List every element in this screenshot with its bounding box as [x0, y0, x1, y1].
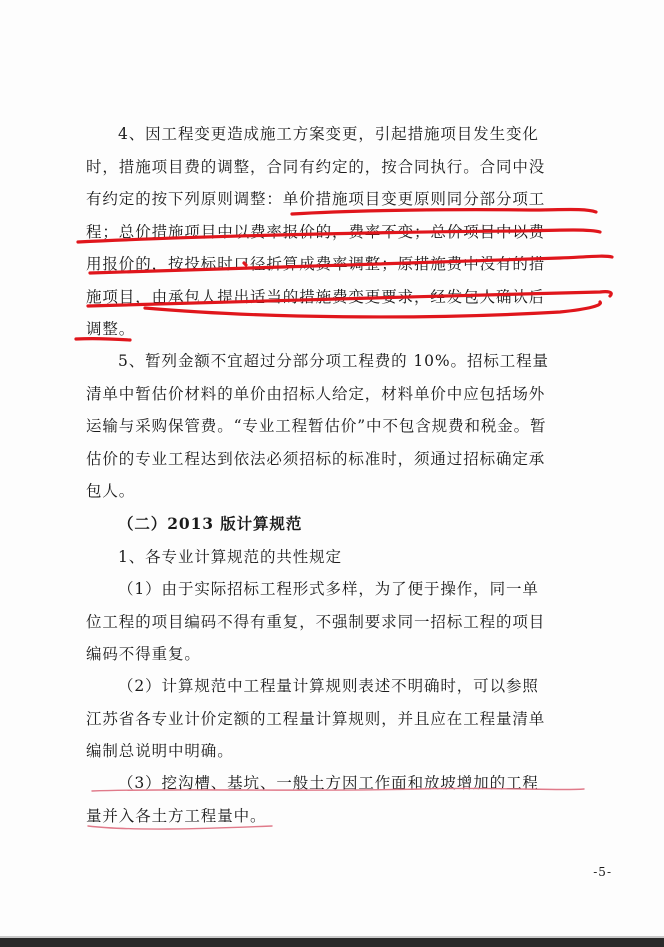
text-line: 包人。 — [86, 482, 136, 500]
item-2 — [86, 670, 592, 768]
text-line: 江苏省各专业计价定额的工程量计算规则，并且应在工程量清单 — [86, 709, 546, 728]
text-line: 有约定的按下列原则调整：单价措施项目变更原则同分部分项工 — [86, 190, 546, 208]
text-line: 时，措施项目费的调整，合同有约定的，按合同执行。合同中没 — [86, 157, 546, 176]
text-line: 编制总说明中明确。 — [86, 742, 234, 760]
item-1 — [86, 573, 592, 671]
scan-edge-dark — [0, 938, 664, 947]
section-2013 — [86, 508, 592, 573]
text-line: （3）挖沟槽、基坑、一般土方因工作面和放坡增加的工程 — [118, 774, 539, 792]
section-heading: （二）2013 版计算规范 — [118, 514, 303, 533]
text-line: 估价的专业工程达到依法必须招标的标准时，须通过招标确定承 — [86, 449, 546, 468]
text-line: 位工程的项目编码不得有重复，不强制要求同一招标工程的项目 — [86, 612, 546, 631]
page-number: -5- — [593, 865, 612, 879]
text-line: 调整。 — [86, 320, 136, 338]
text-line: 施项目，由承包人提出适当的措施费变更要求，经发包人确认后 — [86, 287, 546, 306]
text-line: 4、因工程变更造成施工方案变更，引起措施项目发生变化 — [118, 125, 539, 143]
text-line: 编码不得重复。 — [86, 645, 201, 663]
text-line: 量并入各土方工程量中。 — [86, 806, 267, 825]
subheading: 1、各专业计算规范的共性规定 — [118, 547, 342, 566]
text-line: 程；总价措施项目中以费率报价的，费率不变；总价项目中以费 — [86, 222, 546, 241]
item-3 — [86, 767, 592, 832]
text-line: 用报价的，按投标时口径折算成费率调整；原措施费中没有的措 — [86, 255, 546, 273]
paragraph-5 — [86, 345, 592, 508]
text-line: （2）计算规范中工程量计算规则表述不明确时，可以参照 — [118, 677, 539, 695]
text-line: 5、暂列金额不宜超过分部分项工程费的 10%。招标工程量 — [118, 352, 549, 370]
text-line: （1）由于实际招标工程形式多样，为了便于操作，同一单 — [118, 580, 539, 598]
text-line: 运输与采购保管费。“专业工程暂估价”中不包含规费和税金。暂 — [86, 417, 547, 435]
text-line: 清单中暂估价材料的单价由招标人给定，材料单价中应包括场外 — [86, 384, 546, 403]
paragraph-4 — [86, 118, 592, 346]
